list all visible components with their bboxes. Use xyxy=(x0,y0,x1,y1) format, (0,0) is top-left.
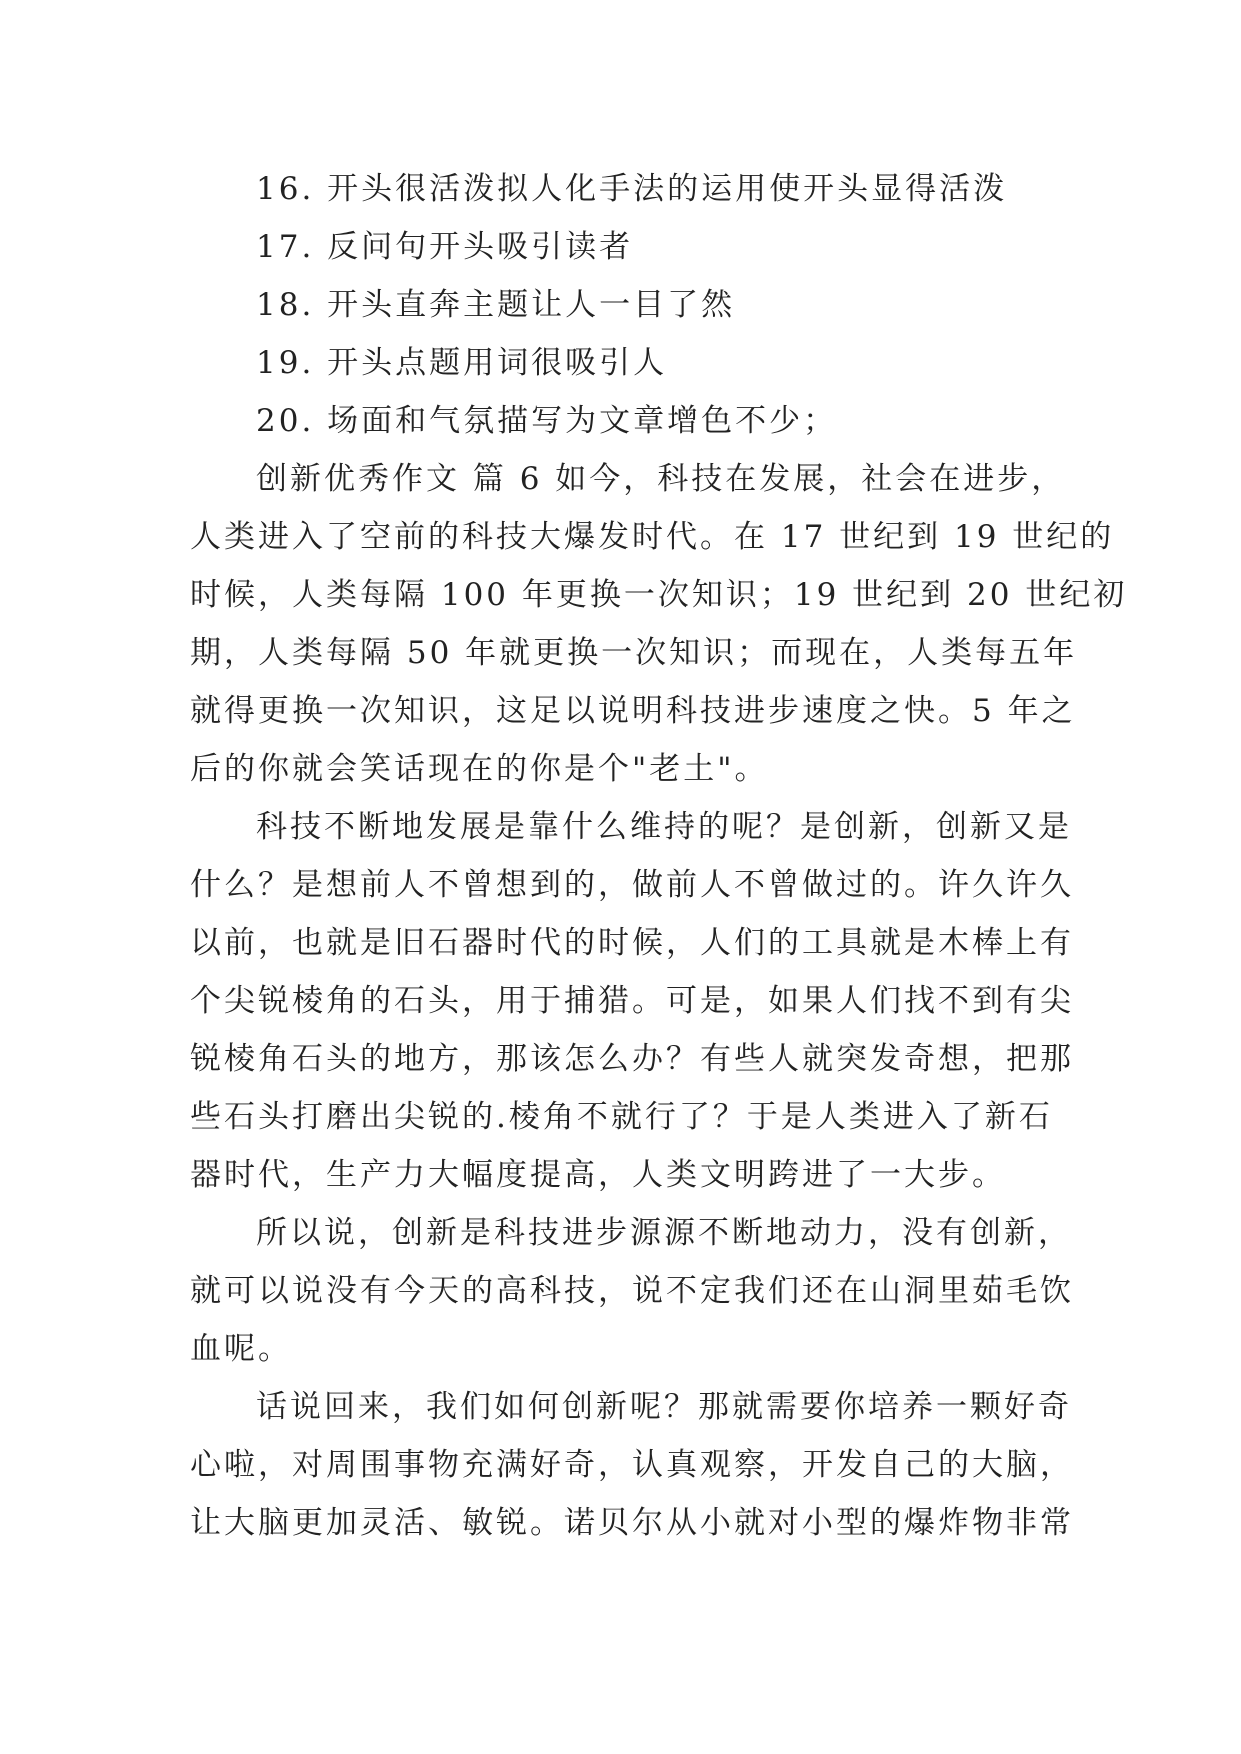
paragraph-line: 后的你就会笑话现在的你是个"老土"。 xyxy=(190,751,769,787)
paragraph-line: 锐棱角石头的地方，那该怎么办？有些人就突发奇想，把那 xyxy=(190,1041,1074,1077)
list-item-17: 17. 反问句开头吸引读者 xyxy=(256,229,634,265)
paragraph-line: 让大脑更加灵活、敏锐。诺贝尔从小就对小型的爆炸物非常 xyxy=(190,1505,1074,1541)
list-item-20: 20. 场面和气氛描写为文章增色不少； xyxy=(256,403,838,439)
paragraph-line: 器时代，生产力大幅度提高，人类文明跨进了一大步。 xyxy=(190,1157,1006,1193)
paragraph-4 xyxy=(190,1378,1074,1552)
paragraph-line: 话说回来，我们如何创新呢？那就需要你培养一颗好奇 xyxy=(256,1389,1072,1425)
paragraph-1 xyxy=(190,450,1128,798)
paragraph-line: 人类进入了空前的科技大爆发时代。在 17 世纪到 19 世纪的 xyxy=(190,519,1115,555)
document-body xyxy=(190,160,1128,1552)
paragraph-line: 时候，人类每隔 100 年更换一次知识；19 世纪到 20 世纪初 xyxy=(190,577,1128,613)
paragraph-line: 什么？是想前人不曾想到的，做前人不曾做过的。许久许久 xyxy=(190,867,1074,903)
paragraph-line: 些石头打磨出尖锐的.棱角不就行了？于是人类进入了新石 xyxy=(190,1099,1053,1135)
paragraph-line: 期，人类每隔 50 年就更换一次知识；而现在，人类每五年 xyxy=(190,635,1078,671)
paragraph-line: 就得更换一次知识，这足以说明科技进步速度之快。5 年之 xyxy=(190,693,1076,729)
paragraph-line: 个尖锐棱角的石头，用于捕猎。可是，如果人们找不到有尖 xyxy=(190,983,1074,1019)
paragraph-line: 血呢。 xyxy=(190,1331,292,1367)
paragraph-2 xyxy=(190,798,1074,1204)
paragraph-line: 就可以说没有今天的高科技，说不定我们还在山洞里茹毛饮 xyxy=(190,1273,1074,1309)
paragraph-line: 科技不断地发展是靠什么维持的呢？是创新，创新又是 xyxy=(256,809,1072,845)
paragraph-3 xyxy=(190,1204,1074,1378)
paragraph-line: 创新优秀作文 篇 6 如今，科技在发展，社会在进步， xyxy=(256,461,1066,497)
paragraph-line: 心啦，对周围事物充满好奇，认真观察，开发自己的大脑， xyxy=(190,1447,1074,1483)
list-item-19: 19. 开头点题用词很吸引人 xyxy=(256,345,668,381)
paragraph-line: 以前，也就是旧石器时代的时候，人们的工具就是木棒上有 xyxy=(190,925,1074,961)
paragraph-line: 所以说，创新是科技进步源源不断地动力，没有创新， xyxy=(256,1215,1072,1251)
list-item-16: 16. 开头很活泼拟人化手法的运用使开头显得活泼 xyxy=(256,171,1008,207)
list-item-18: 18. 开头直奔主题让人一目了然 xyxy=(256,287,736,323)
